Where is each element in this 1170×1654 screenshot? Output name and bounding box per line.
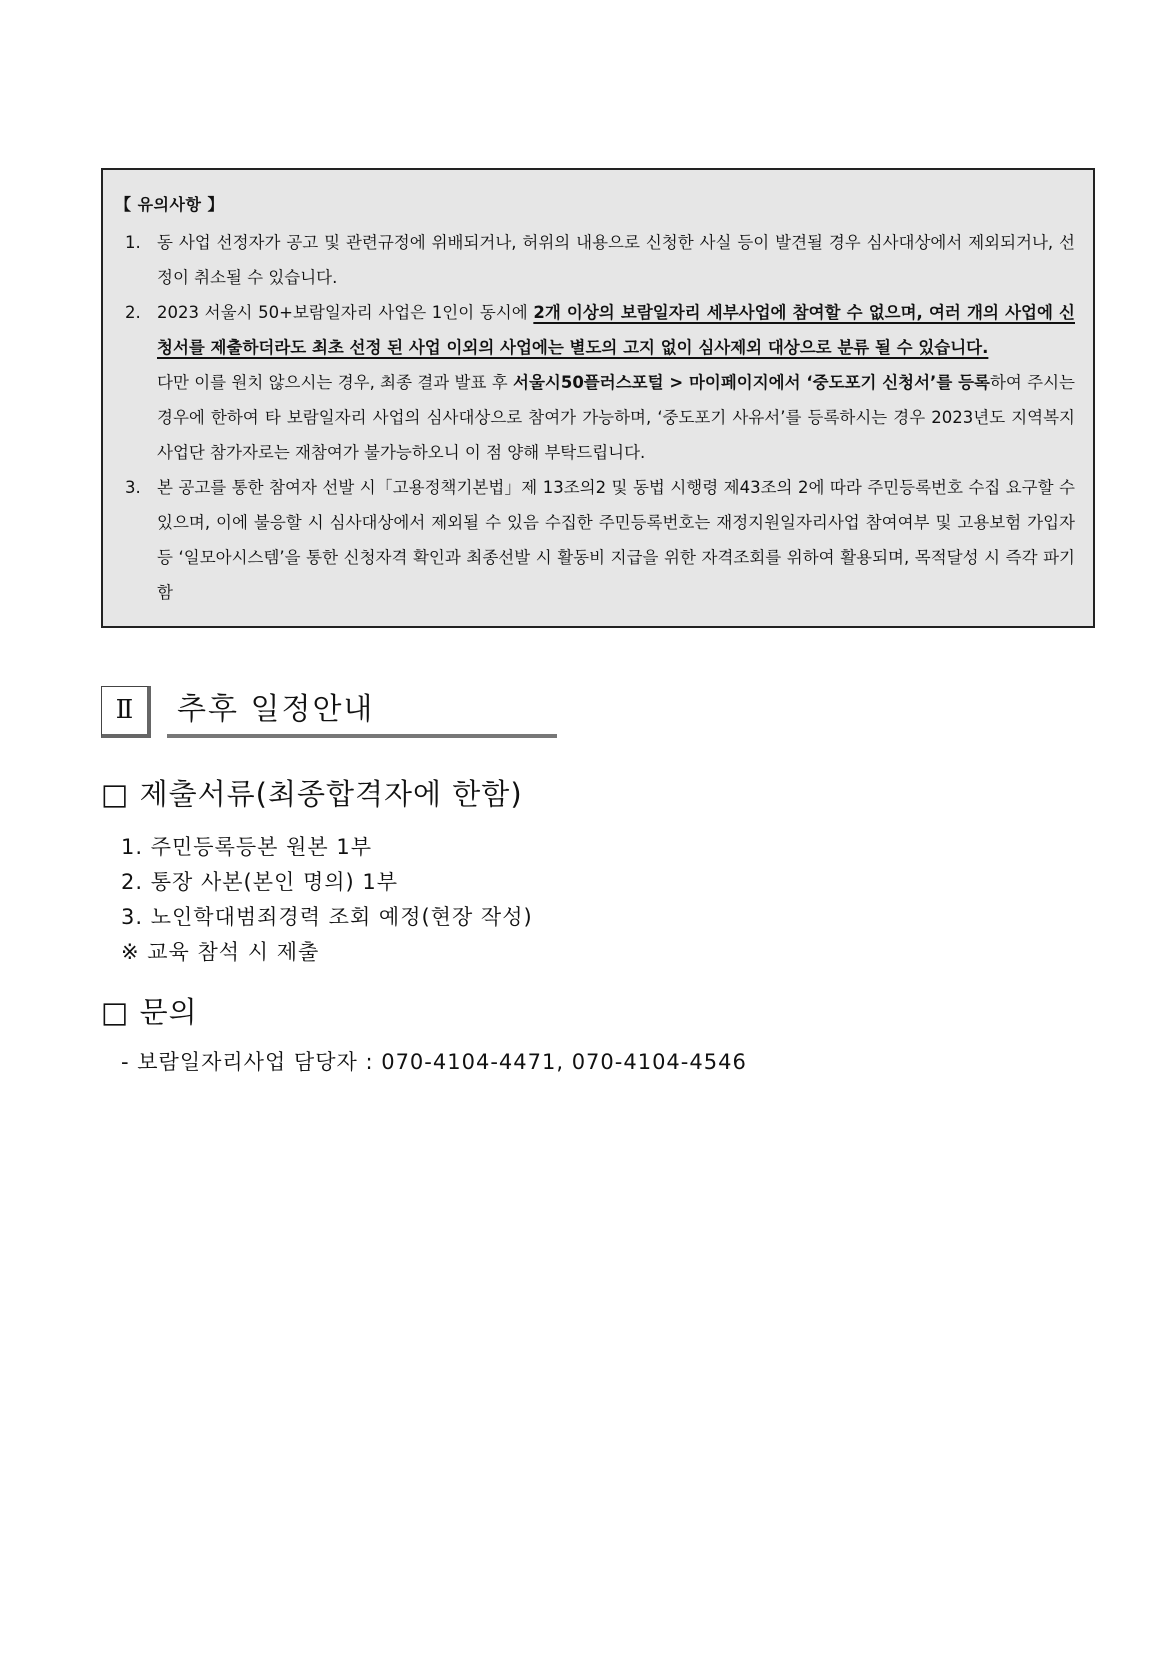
notice-text-plain: 다만 이를 원치 않으시는 경우, 최종 결과 발표 후 [157,373,514,392]
documents-item: 1. 주민등록등본 원본 1부 [121,835,372,859]
notice-item-text: 본 공고를 통한 참여자 선발 시「고용정책기본법」제 13조의2 및 동법 시행령 제43조의 2에 따라 주민등록번호 수집 요구할 수 있으며, 이에 불응할 시 심사대상에서 제외될 수 있음 수집한 주민등록번호는 재정지원일자리사업 참여여부 및 고용보험 가입자 등 ‘일모아시스템’을 통한 신청자격 확인과 최종선발 시 활동비 지급을 위한 자격조회를 위하여 활용되며, 목적달성 시 즉각 파기함 [157,478,1075,602]
inquiry-contact: - 보람일자리사업 담당자 : 070-4104-4471, 070-4104-4546 [121,1050,747,1074]
notice-item-paragraph-1 [157,295,1075,365]
documents-note: ※ 교육 참석 시 제출 [121,940,320,964]
notice-item-paragraph-2 [157,365,1075,470]
notice-item-2 [111,295,1075,470]
notice-item-number: 1. [125,233,141,252]
notice-item-3 [111,470,1075,610]
notice-item-1 [111,225,1075,295]
documents-item: 3. 노인학대범죄경력 조회 예정(현장 작성) [121,905,533,929]
section-header [101,686,557,742]
inquiry-heading: □ 문의 [101,995,198,1029]
notice-text-plain: 2023 서울시 50+보람일자리 사업은 1인이 동시에 [157,303,534,322]
section-title: 추후 일정안내 [167,686,557,738]
notice-item-text: 동 사업 선정자가 공고 및 관련규정에 위배되거나, 허위의 내용으로 신청한 사실 등이 발견될 경우 심사대상에서 제외되거나, 선정이 취소될 수 있습니다. [157,233,1075,287]
documents-heading: □ 제출서류(최종합격자에 한함) [101,777,523,811]
documents-list [121,830,533,970]
notice-box [101,168,1095,628]
notice-item-number: 2. [125,303,141,322]
notice-item-number: 3. [125,478,141,497]
notice-text-plain: 하여 주시는 경우에 한하여 타 보람일자리 사업의 심사대상으로 참여가 가능하며, ‘중도포기 사유서’를 등록하시는 경우 2023년도 지역복지사업단 참가자로는 재참여가 불가능하오니 이 점 양해 부탁드립니다. [157,373,1075,462]
notice-text-bold: 서울시50플러스포털 > 마이페이지에서 ‘중도포기 신청서’를 등록 [513,373,990,392]
notice-text-underlined: 2개 이상의 보람일자리 세부사업에 참여할 수 없으며, 여러 개의 사업에 신청서를 제출하더라도 최초 선정 된 사업 이외의 사업에는 별도의 고지 없이 심사제외 대상으로 분류 될 수 있습니다. [157,303,1075,357]
notice-title: 【 유의사항 】 [115,195,224,214]
documents-item: 2. 통장 사본(본인 명의) 1부 [121,870,399,894]
notice-list [111,225,1075,610]
section-number: Ⅱ [101,686,151,738]
